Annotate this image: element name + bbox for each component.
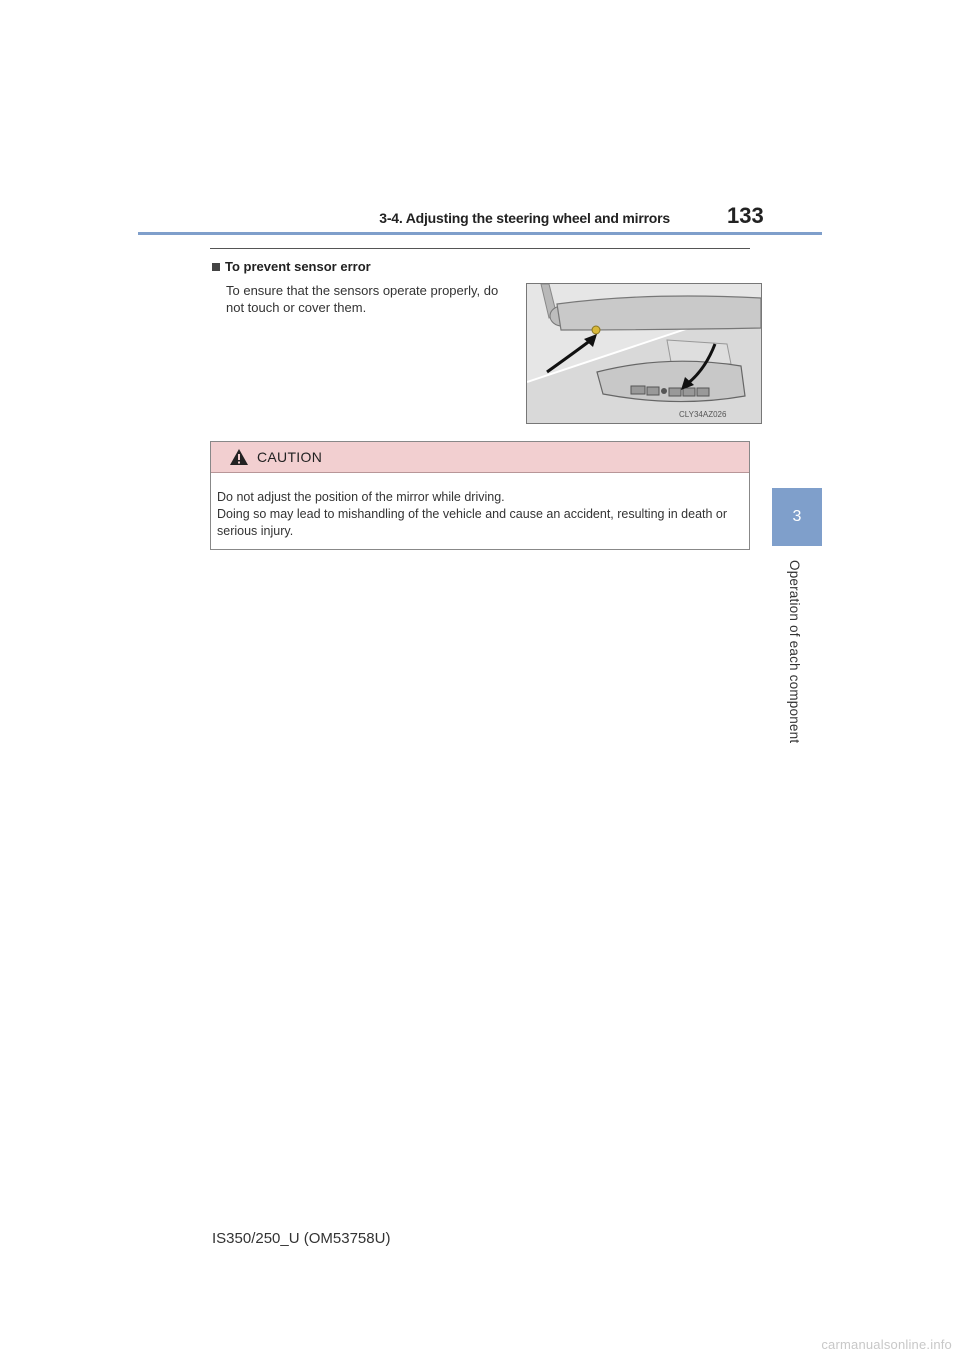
square-bullet-icon <box>212 263 220 271</box>
section-heading <box>212 259 371 274</box>
chapter-tab <box>772 488 822 546</box>
page-number: 133 <box>727 203 764 228</box>
chapter-label: Operation of each component <box>787 560 802 744</box>
header-rule <box>138 232 822 235</box>
section-body-text: To ensure that the sensors operate properly, do not touch or cover them. <box>226 283 499 315</box>
warning-triangle-icon <box>229 448 249 466</box>
mirror-sensor-illustration <box>526 283 762 424</box>
caution-header <box>211 442 749 473</box>
caution-box <box>210 441 750 550</box>
mirror-sensor-drawing <box>527 284 761 423</box>
page-header-title: 3-4. Adjusting the steering wheel and mirrors <box>379 210 670 226</box>
caution-body <box>211 473 749 540</box>
caution-line-1: Do not adjust the position of the mirror while driving. <box>217 490 505 504</box>
section-divider <box>210 248 750 249</box>
chapter-number: 3 <box>792 508 802 525</box>
illustration-code: CLY34AZ026 <box>679 410 727 419</box>
caution-line-2: Doing so may lead to mishandling of the vehicle and cause an accident, resulting in death or serious injury. <box>217 507 728 538</box>
section-heading-text: To prevent sensor error <box>225 259 371 274</box>
footer-watermark: carmanualsonline.info <box>821 1337 952 1352</box>
footer-model-code: IS350/250_U (OM53758U) <box>212 1230 391 1247</box>
caution-title: CAUTION <box>257 449 323 465</box>
